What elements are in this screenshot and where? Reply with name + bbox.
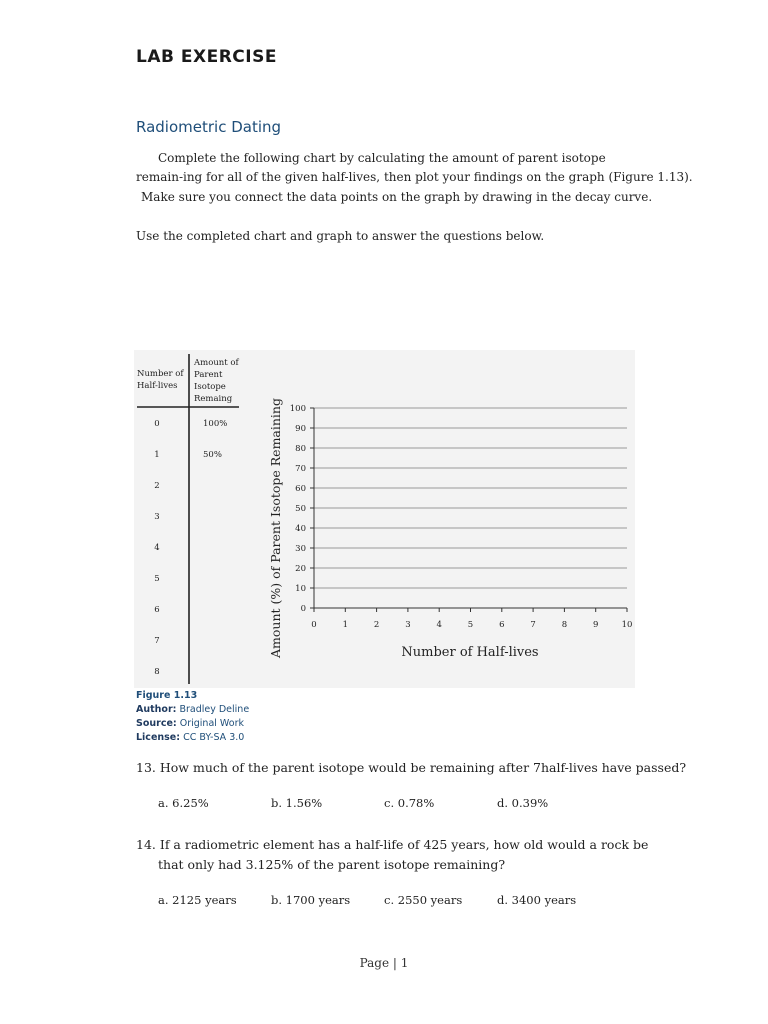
intro-line-2: remain-ing for all of the given half-lives, then plot your findings on the graph (Figure 1.13). (136, 170, 693, 184)
y-tick-label: 70 (295, 464, 306, 474)
intro-line-3: Make sure you connect the data points on the graph by drawing in the decay curve. (141, 190, 653, 204)
x-tick-label: 2 (373, 620, 380, 630)
table-row-halflives: 7 (154, 636, 160, 646)
table-row-halflives: 4 (154, 543, 160, 553)
q14-option-c[interactable]: c. 2550 years (384, 893, 463, 907)
table-row-amount: 50% (203, 450, 222, 460)
y-tick-label: 0 (300, 604, 306, 614)
table-header-halflives: Number of (137, 369, 184, 379)
author-label: Author: (136, 704, 177, 715)
question-14 (136, 835, 648, 855)
figure-svg (134, 350, 635, 688)
license-label: License: (136, 732, 181, 743)
y-tick-label: 100 (289, 404, 306, 414)
x-axis-title: Number of Half-lives (401, 645, 539, 660)
section-title: Radiometric Dating (136, 118, 282, 136)
table-row-halflives: 8 (154, 667, 160, 677)
source-label: Source: (136, 718, 177, 729)
table-row-halflives: 3 (154, 512, 160, 522)
x-tick-label: 0 (311, 620, 317, 630)
y-tick-label: 10 (295, 584, 306, 594)
page-heading: LAB EXERCISE (136, 47, 277, 67)
x-tick-label: 8 (561, 620, 568, 630)
table-row-halflives: 6 (154, 605, 160, 615)
table-header-amount: Isotope (194, 382, 226, 392)
table-header-amount: Parent (194, 370, 223, 380)
question-13 (136, 758, 686, 778)
x-tick-label: 4 (436, 620, 442, 630)
table-row-halflives: 5 (154, 574, 160, 584)
table-row-halflives: 2 (154, 481, 160, 491)
figure-source (136, 717, 244, 731)
q13-option-a[interactable]: a. 6.25% (158, 796, 209, 810)
figure-1-13 (134, 350, 635, 688)
page-footer: Page | 1 (359, 956, 409, 970)
q13-option-d[interactable]: d. 0.39% (497, 796, 549, 810)
author-value: Bradley Deline (179, 704, 250, 715)
q14-option-d[interactable]: d. 3400 years (497, 893, 577, 907)
license-value: CC BY-SA 3.0 (183, 732, 245, 743)
y-tick-label: 50 (295, 504, 306, 514)
question-14-text-line-2: that only had 3.125% of the parent isotope remaining? (158, 857, 506, 872)
y-tick-label: 20 (295, 564, 306, 574)
y-axis-title: Amount (%) of Parent Isotope Remaining (268, 398, 283, 658)
q13-option-c[interactable]: c. 0.78% (384, 796, 435, 810)
table-header-halflives: Half-lives (137, 381, 178, 391)
x-tick-label: 1 (342, 620, 349, 630)
figure-license (136, 731, 244, 745)
table-row-halflives: 0 (154, 419, 160, 429)
table-header-amount: Remaing (194, 394, 233, 404)
x-tick-label: 5 (467, 620, 474, 630)
q14-option-b[interactable]: b. 1700 years (271, 893, 351, 907)
intro-line-1: Complete the following chart by calculating the amount of parent isotope (158, 151, 606, 165)
y-tick-label: 30 (295, 544, 306, 554)
q13-option-b[interactable]: b. 1.56% (271, 796, 323, 810)
question-14-number: 14. (136, 837, 156, 852)
x-tick-label: 3 (405, 620, 411, 630)
question-13-text: How much of the parent isotope would be remaining after 7half-lives have passed? (159, 760, 687, 775)
y-tick-label: 90 (295, 424, 306, 434)
y-tick-label: 40 (295, 524, 306, 534)
question-14-text-line-1: If a radiometric element has a half-life of 425 years, how old would a rock be (159, 837, 649, 852)
x-tick-label: 9 (592, 620, 599, 630)
x-tick-label: 10 (621, 620, 633, 630)
table-row-amount: 100% (203, 419, 228, 429)
table-header-amount: Amount of (194, 358, 239, 368)
figure-caption: Figure 1.13 (136, 690, 198, 701)
q14-option-a[interactable]: a. 2125 years (158, 893, 237, 907)
source-value: Original Work (179, 718, 244, 729)
x-tick-label: 6 (499, 620, 505, 630)
y-tick-label: 60 (295, 484, 306, 494)
intro-line-4: Use the completed chart and graph to answer the questions below. (136, 229, 545, 243)
figure-author (136, 703, 249, 717)
question-13-number: 13. (136, 760, 156, 775)
y-tick-label: 80 (295, 444, 306, 454)
table-row-halflives: 1 (154, 450, 160, 460)
x-tick-label: 7 (530, 620, 536, 630)
